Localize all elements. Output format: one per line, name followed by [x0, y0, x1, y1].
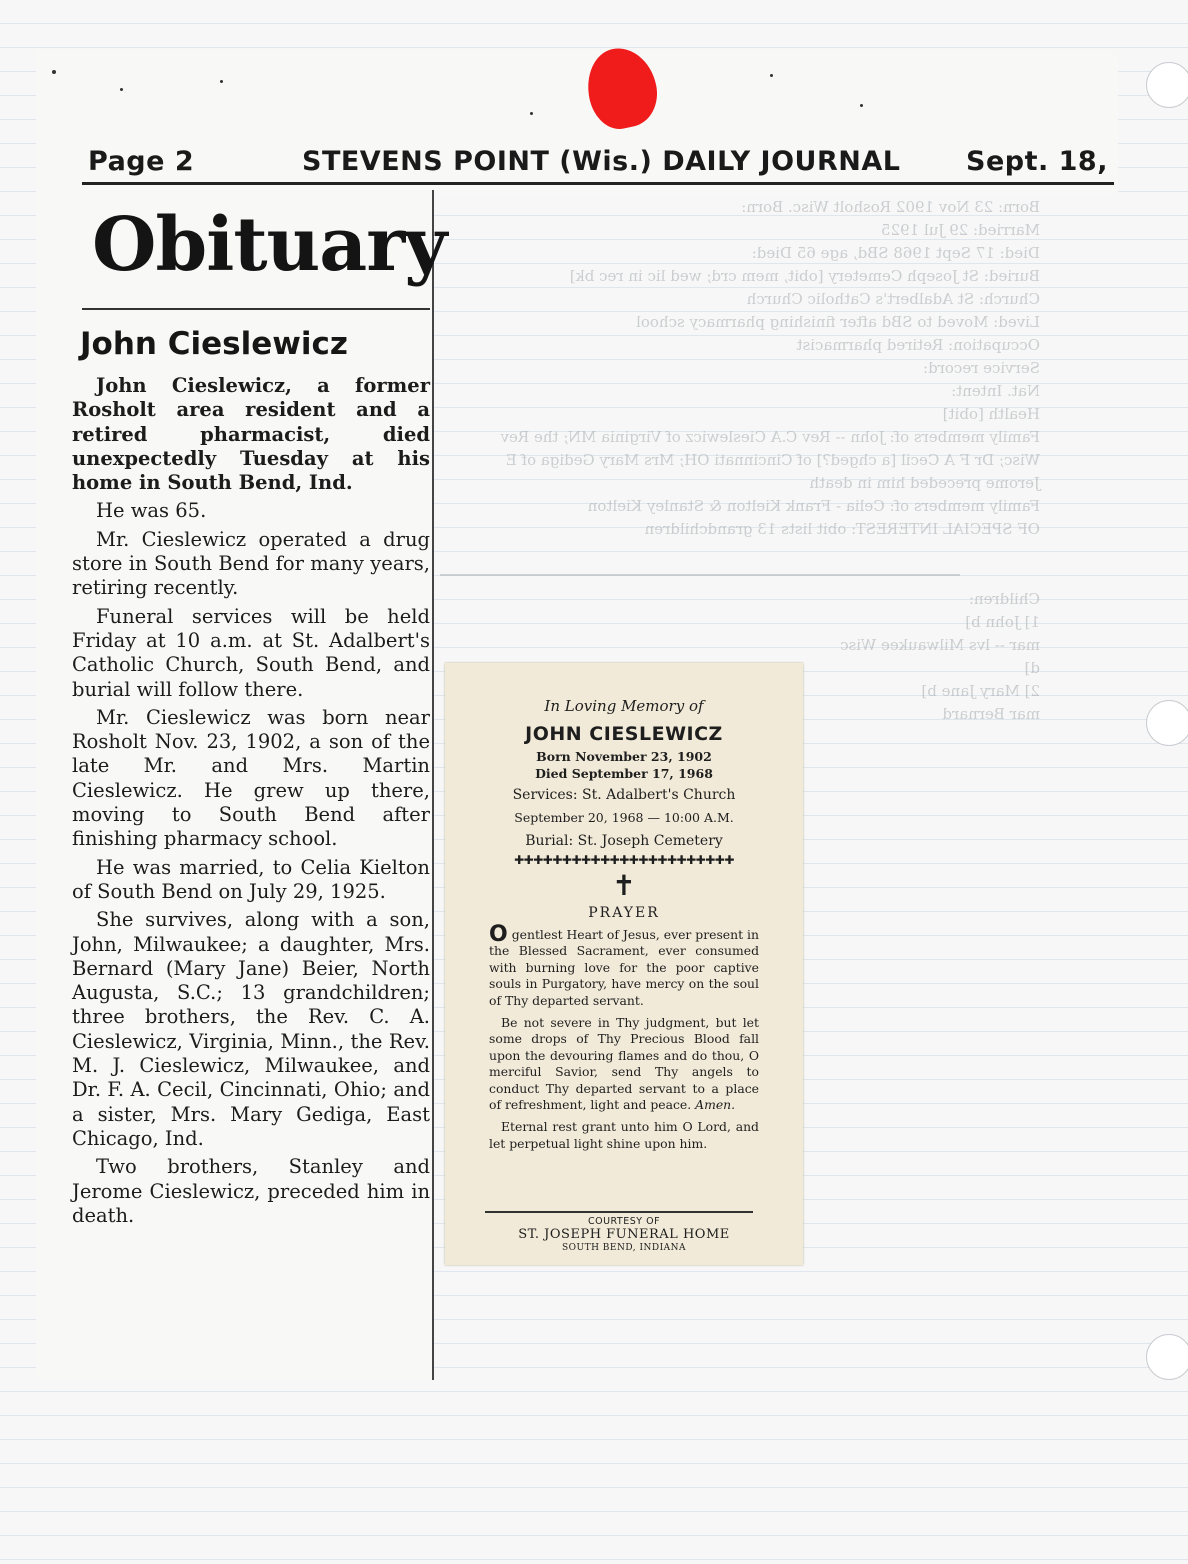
card-funeral-home: ST. JOSEPH FUNERAL HOME — [518, 1227, 730, 1242]
card-courtesy: COURTESY OF — [587, 1216, 661, 1227]
masthead-paper-name: STEVENS POINT (Wis.) DAILY JOURNAL — [302, 146, 901, 177]
binder-hole-bottom — [1146, 1334, 1188, 1380]
prayer-paragraph — [489, 1015, 759, 1113]
bleed-through-line: Occupation: Retired pharmacist — [796, 336, 1040, 354]
memorial-card — [445, 663, 803, 1265]
bleed-through-line: OF SPECIAL INTEREST: obit lists 13 grandchildren — [644, 520, 1040, 538]
bleed-through-line: Died: 17 Sept 1968 SBd, age 65 Died: — [751, 244, 1040, 262]
newsprint-speck — [860, 104, 863, 107]
card-name: JOHN CIESLEWICZ — [525, 723, 723, 745]
obituary-paragraph: John Cieslewicz, a former Rosholt area resident and a retired pharmacist, died unexpectedly Tuesday at his home in South Bend, Ind. — [72, 374, 430, 495]
card-services: Services: St. Adalbert's Church — [512, 787, 736, 803]
card-died: Died September 17, 1968 — [535, 766, 713, 781]
prayer-title: PRAYER — [588, 905, 660, 921]
bleed-through-line: Jerome preceded him in death — [809, 474, 1040, 492]
prayer-paragraph-text: gentlest Heart of Jesus, ever present in the Blessed Sacrament, ever consumed with burning love for the poor captive souls in Purgatory, have mercy on the soul of Thy departed servant. — [489, 927, 759, 1008]
obituary-paragraph: Funeral services will be held Friday at 10 a.m. at St. Adalbert's Catholic Church, South Bend, and burial will follow there. — [72, 604, 430, 701]
cross-icon: ✝ — [612, 869, 636, 902]
bleed-through-line: Family members of: John -- Rev C.A Cieslewicz of Virginia MN; the Rev — [500, 428, 1040, 446]
binder-hole-middle — [1146, 700, 1188, 746]
prayer-amen: Amen. — [695, 1097, 736, 1113]
bleed-through-children-line: 2] Mary Jane b] — [921, 682, 1040, 700]
bleed-through-line: Buried: St Joseph Cemetery [obit, mem crd; wed lic in rec bk] — [569, 267, 1040, 285]
masthead-page: Page 2 — [88, 146, 195, 177]
obituary-rule — [82, 308, 430, 310]
bleed-through-children-line: mar -- lvs Milwaukee Wisc — [840, 636, 1040, 654]
bleed-through-line: Church: St Adalbert's Catholic Church — [746, 290, 1040, 308]
newsprint-speck — [52, 70, 56, 74]
masthead-rule — [82, 182, 1114, 185]
card-services-date: September 20, 1968 — 10:00 A.M. — [514, 810, 734, 825]
obituary-heading: Obituary — [92, 202, 447, 288]
obituary-paragraph: She survives, along with a son, John, Milwaukee; a daughter, Mrs. Bernard (Mary Jane) Beier, North Augusta, S.C.; 13 grandchildren; three brothers, the Rev. C. A. Cieslewicz, Virginia, Minn., the Rev. M. J. Cieslewicz, Milwaukee, and Dr. F. A. Cecil, Cincinnati, Ohio; and a sister, Mrs. Mary Gediga, East Chicago, Ind. — [72, 908, 430, 1150]
bleed-through-line: Lived: Moved to SBd after finishing pharmacy school — [636, 313, 1040, 331]
masthead-date: Sept. 18, — [966, 146, 1108, 177]
bleed-through-line: Health [obit] — [942, 405, 1040, 423]
newsprint-speck — [120, 88, 123, 91]
obituary-column — [36, 190, 447, 1380]
obituary-paragraph: He was married, to Celia Kielton of South Bend on July 29, 1925. — [72, 855, 430, 903]
card-burial: Burial: St. Joseph Cemetery — [525, 833, 723, 849]
newsprint-speck — [770, 74, 773, 77]
bleed-through-line: Service record: — [923, 359, 1040, 377]
newsprint-speck — [220, 80, 223, 83]
prayer-paragraph-text: Be not severe in Thy judgment, but let some drops of Thy Precious Blood fall upon the devouring flames and do thou, O merciful Savior, send Thy angels to conduct Thy departed servant to a place of refreshment, light and peace. — [489, 1015, 759, 1113]
bleed-through-line: Born: 23 Nov 1902 Rosholt Wisc. Born: — [741, 198, 1040, 216]
card-rule — [485, 1211, 753, 1213]
card-memory-line: In Loving Memory of — [544, 697, 704, 715]
obituary-paragraph: Mr. Cieslewicz was born near Rosholt Nov. 23, 1902, a son of the late Mr. and Mrs. Martin Cieslewicz. He grew up there, moving to South Bend after finishing pharmacy school. — [72, 705, 430, 851]
prayer-paragraph — [489, 922, 759, 1009]
bleed-through-children-line: mar Bernard — [942, 705, 1040, 723]
prayer-text — [489, 922, 759, 1158]
masthead — [36, 50, 1118, 194]
binder-hole-top — [1146, 62, 1188, 108]
bleed-through-children-line: d] — [1024, 659, 1040, 677]
obituary-paragraph: Two brothers, Stanley and Jerome Cieslewicz, preceded him in death. — [72, 1155, 430, 1227]
bleed-through-line: Wisc; Dr F A Cecil [a chged?] of Cincinnati OH; Mrs Mary Gediga of E — [505, 451, 1040, 469]
bleed-through-line: Married: 29 Jul 1925 — [880, 221, 1040, 239]
obituary-body — [72, 374, 430, 1232]
bleed-through-children-line: 1] John b] — [965, 613, 1040, 631]
obituary-paragraph: He was 65. — [96, 499, 207, 523]
bleed-through-line: Nat. Intent: — [951, 382, 1040, 400]
cross-border: ✚✚✚✚✚✚✚✚✚✚✚✚✚✚✚✚✚✚✚✚✚✚✚ — [514, 853, 734, 867]
bleed-through-line: Family members of: Celia - Frank Kielton & Stanley Kielton — [587, 497, 1040, 515]
prayer-dropcap: O — [489, 922, 508, 947]
card-born: Born November 23, 1902 — [536, 749, 712, 764]
obituary-paragraph: Mr. Cieslewicz operated a drug store in South Bend for many years, retiring recently. — [72, 527, 430, 600]
obituary-name: John Cieslewicz — [80, 326, 348, 362]
prayer-paragraph: Eternal rest grant unto him O Lord, and let perpetual light shine upon him. — [489, 1119, 759, 1151]
card-city: SOUTH BEND, INDIANA — [561, 1243, 687, 1253]
newsprint-speck — [530, 112, 533, 115]
bleed-through-children-line: Children: — [968, 590, 1040, 608]
